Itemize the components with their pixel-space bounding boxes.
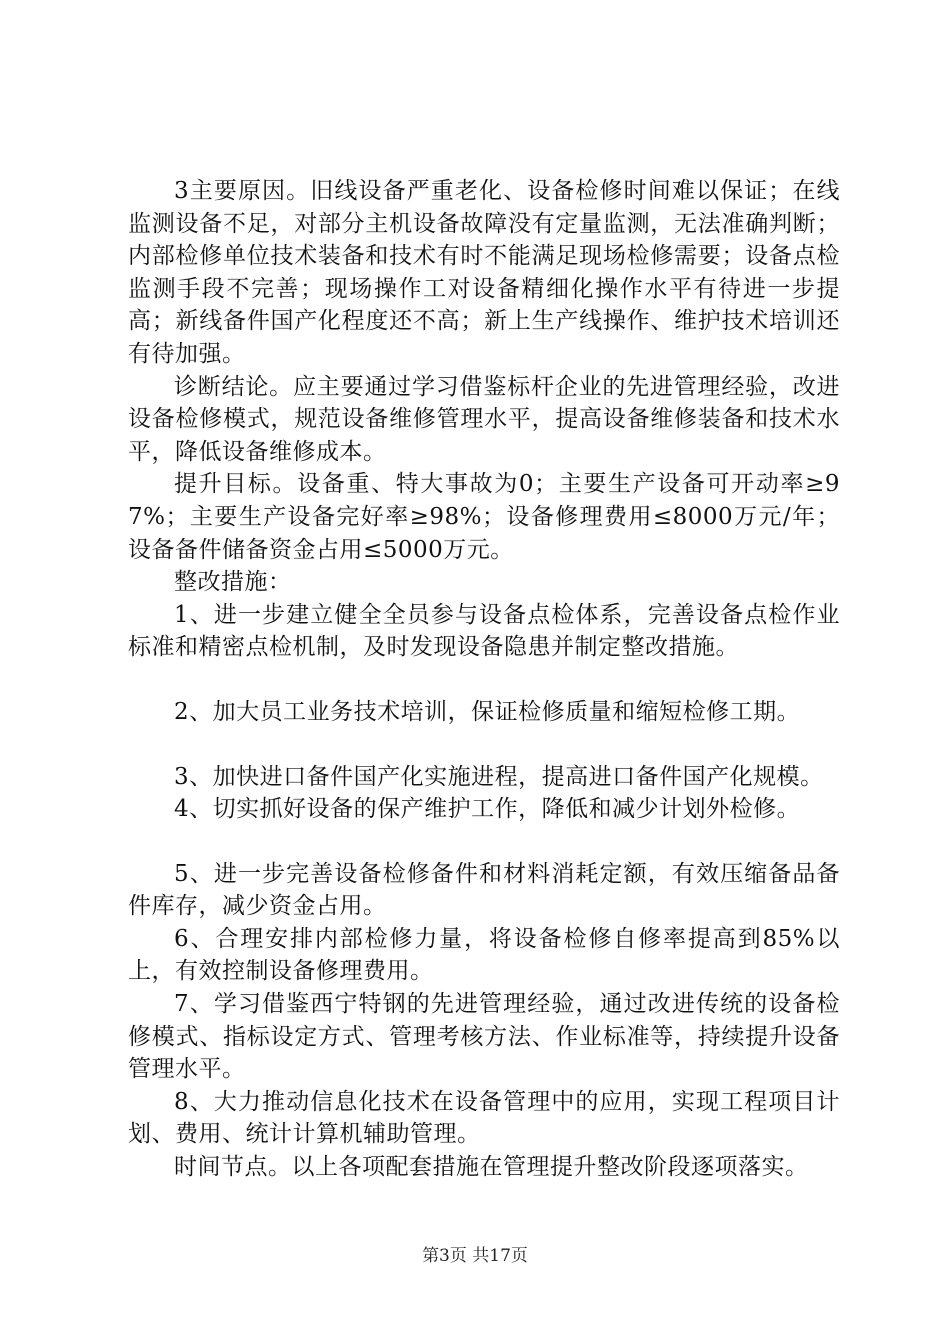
page-number-footer: 第3页 共17页 <box>422 1246 528 1266</box>
measure-item-5: 5、进一步完善设备检修备件和材料消耗定额，有效压缩备品备件库存，减少资金占用。 <box>128 860 840 920</box>
measure-item-7: 7、学习借鉴西宁特钢的先进管理经验，通过改进传统的设备检修模式、指标设定方式、管理考核方法、作业标准等，持续提升设备管理水平。 <box>128 991 840 1083</box>
measure-item-8: 8、大力推动信息化技术在设备管理中的应用，实现工程项目计划、费用、统计计算机辅助管理。 <box>128 1088 840 1148</box>
measure-item-6: 6、合理安排内部检修力量，将设备检修自修率提高到85%以上，有效控制设备修理费用。 <box>128 925 840 985</box>
paragraph-targets: 提升目标。设备重、特大事故为0；主要生产设备可开动率≥97%；主要生产设备完好率≥98%；设备修理费用≤8000万元/年；设备备件储备资金占用≤5000万元。 <box>128 471 840 563</box>
paragraph-main-reasons: 3主要原因。旧线设备严重老化、设备检修时间难以保证；在线监测设备不足，对部分主机设备故障没有定量监测，无法准确判断；内部检修单位技术装备和技术有时不能满足现场检修需要；设备点检监测手段不完善；现场操作工对设备精细化操作水平有待进一步提高；新线备件国产化程度还不高；新上生产线操作、维护技术培训还有待加强。 <box>128 178 840 367</box>
paragraph-measures-heading: 整改措施： <box>174 569 292 596</box>
document-body <box>128 175 840 1184</box>
measure-item-2: 2、加大员工业务技术培训，保证检修质量和缩短检修工期。 <box>174 698 801 725</box>
paragraph-timeline: 时间节点。以上各项配套措施在管理提升整改阶段逐项落实。 <box>174 1154 809 1181</box>
measure-item-3: 3、加快进口备件国产化实施进程，提高进口备件国产化规模。 <box>174 763 824 790</box>
paragraph-diagnosis: 诊断结论。应主要通过学习借鉴标杆企业的先进管理经验，改进设备检修模式，规范设备维修管理水平，提高设备维修装备和技术水平，降低设备维修成本。 <box>128 373 840 465</box>
measure-item-4: 4、切实抓好设备的保产维护工作，降低和减少计划外检修。 <box>174 796 801 823</box>
measure-item-1: 1、进一步建立健全全员参与设备点检体系，完善设备点检作业标准和精密点检机制，及时发现设备隐患并制定整改措施。 <box>128 601 840 661</box>
